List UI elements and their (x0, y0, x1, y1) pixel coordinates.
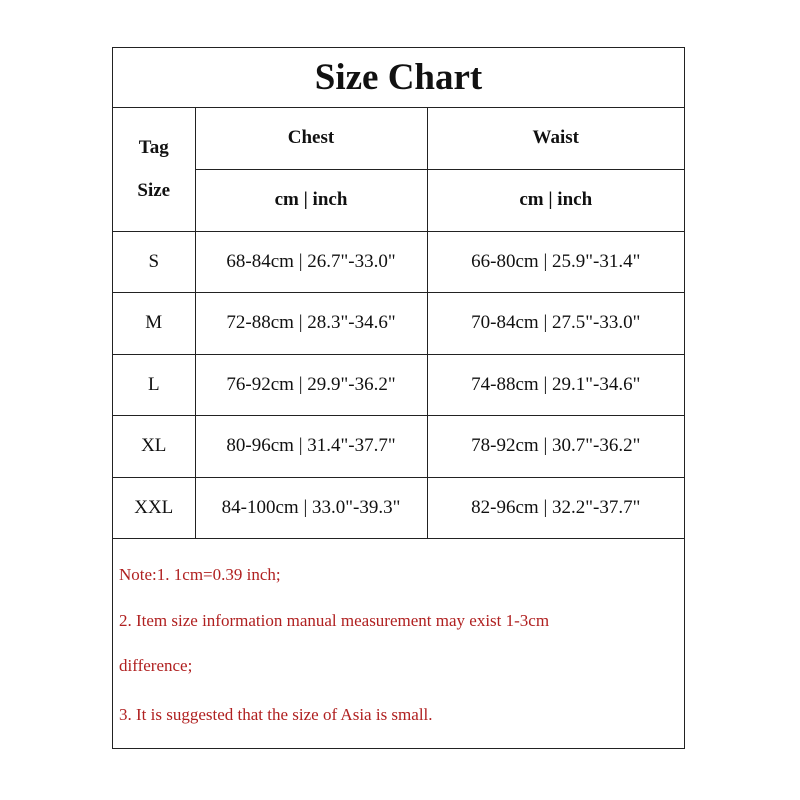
table-row (113, 231, 684, 292)
chest-unit-header: cm | inch (195, 169, 427, 231)
table-row (113, 415, 684, 477)
tag-size-line1: Tag (138, 137, 169, 159)
waist-cell: 74-88cm | 29.1"-34.6" (427, 354, 684, 415)
note-line-3: difference; (119, 656, 193, 675)
tag-size-line2: Size (137, 180, 171, 202)
size-cell: S (113, 231, 195, 292)
chest-cell: 84-100cm | 33.0"-39.3" (195, 477, 427, 538)
table-row (113, 292, 684, 354)
size-cell: M (113, 292, 195, 354)
note-line-2: 2. Item size information manual measurement may exist 1-3cm (119, 611, 550, 630)
waist-cell: 78-92cm | 30.7"-36.2" (427, 415, 684, 477)
waist-header: Waist (427, 108, 684, 169)
waist-cell: 66-80cm | 25.9"-31.4" (427, 231, 684, 292)
note-line-4: 3. It is suggested that the size of Asia is small. (119, 705, 433, 724)
chart-title: Size Chart (113, 48, 684, 108)
size-cell: XL (113, 415, 195, 477)
chest-cell: 76-92cm | 29.9"-36.2" (195, 354, 427, 415)
chest-cell: 72-88cm | 28.3"-34.6" (195, 292, 427, 354)
chest-header: Chest (195, 108, 427, 169)
size-cell: L (113, 354, 195, 415)
unit-row (113, 169, 684, 231)
table-row (113, 477, 684, 538)
waist-cell: 82-96cm | 32.2"-37.7" (427, 477, 684, 538)
chest-cell: 68-84cm | 26.7"-33.0" (195, 231, 427, 292)
note-line-1: Note:1. 1cm=0.39 inch; (119, 565, 281, 584)
tag-size-header (113, 108, 195, 231)
size-chart (112, 47, 685, 749)
table-row (113, 354, 684, 415)
waist-unit-header: cm | inch (427, 169, 684, 231)
size-table (113, 108, 684, 539)
header-row (113, 108, 684, 169)
chest-cell: 80-96cm | 31.4"-37.7" (195, 415, 427, 477)
size-cell: XXL (113, 477, 195, 538)
waist-cell: 70-84cm | 27.5"-33.0" (427, 292, 684, 354)
